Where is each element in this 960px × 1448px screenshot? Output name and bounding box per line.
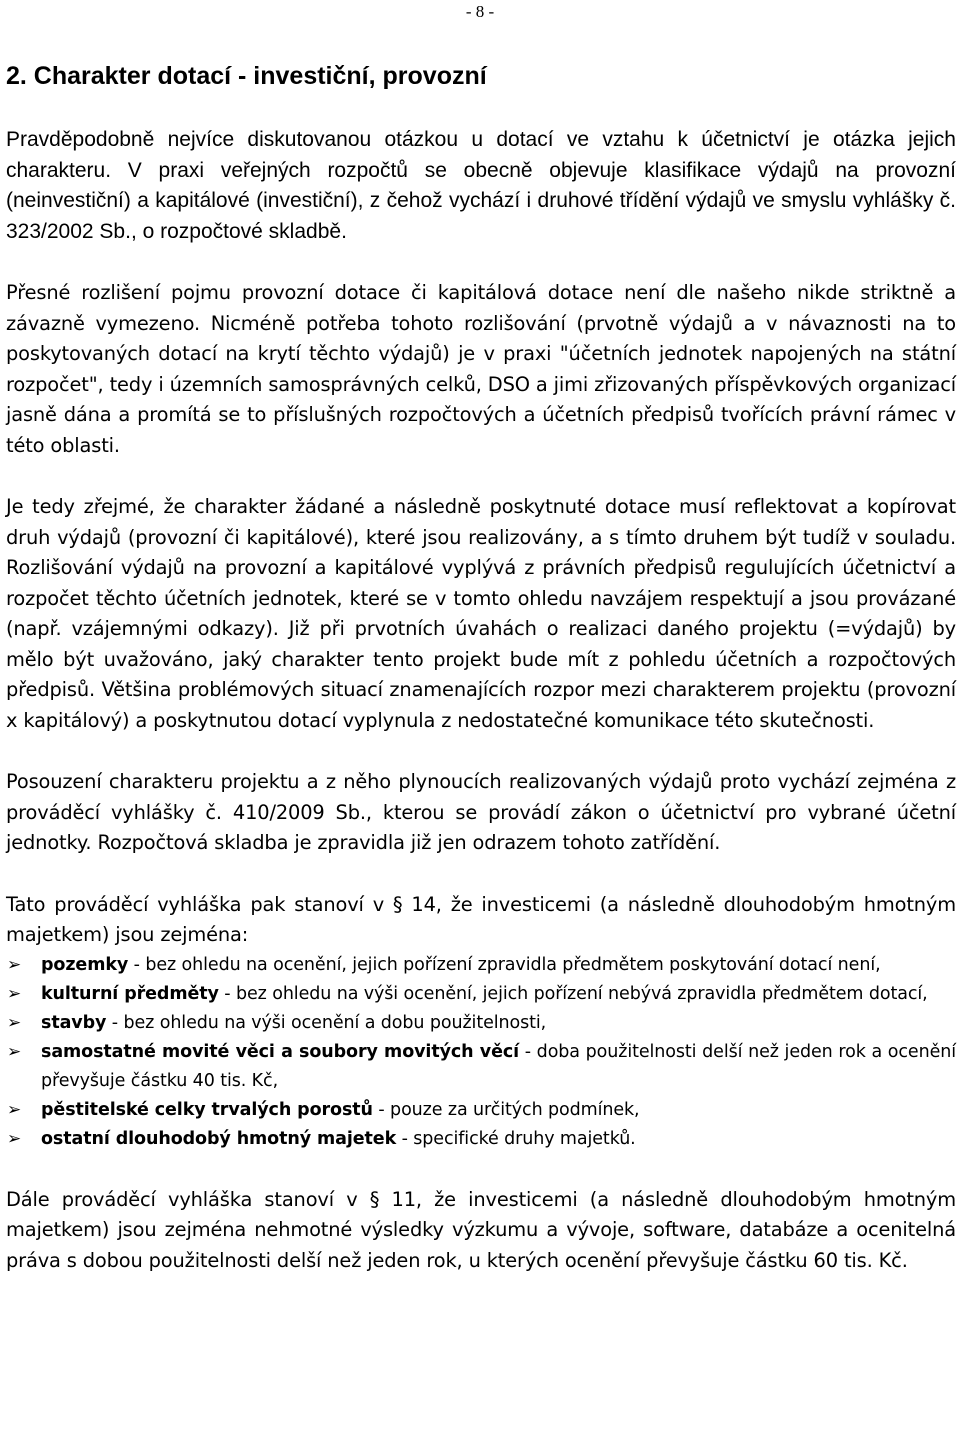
section-heading: 2. Charakter dotací - investiční, provozní bbox=[6, 62, 487, 90]
list-item-term: pěstitelské celky trvalých porostů bbox=[41, 1099, 373, 1120]
list-item-text: - pouze za určitých podmínek, bbox=[372, 1099, 640, 1120]
document-body bbox=[6, 60, 956, 1307]
arrow-bullet-icon: ➢ bbox=[7, 1041, 22, 1062]
list-item-term: kulturní předměty bbox=[41, 983, 219, 1004]
list-item-text: - bez ohledu na ocenění, jejich pořízení zpravidla předmětem poskytování dotací není, bbox=[128, 954, 881, 975]
list-item bbox=[6, 951, 956, 980]
list-item-text: - bez ohledu na výši ocenění a dobu použitelnosti, bbox=[106, 1012, 547, 1033]
arrow-bullet-icon: ➢ bbox=[7, 1099, 22, 1120]
paragraph-2: Přesné rozlišení pojmu provozní dotace či kapitálová dotace není dle našeho nikde striktně a závazně vymezeno. Nicméně potřeba tohoto rozlišování (prvotně výdajů a v návaznosti na to poskytovaných dotací na krytí těchto výdajů) je v praxi "účetních jednotek napojených na státní rozpočet", tedy i územních samosprávných celků, DSO a jimi zřizovaných příspěvkových organizací jasně dána a promítá se to příslušných rozpočtových a účetních předpisů tvořících právní rámec v této oblasti. bbox=[6, 281, 956, 457]
arrow-bullet-icon: ➢ bbox=[7, 1012, 22, 1033]
list-item-term: samostatné movité věci a soubory movitých věcí bbox=[41, 1041, 520, 1062]
paragraph-3: Je tedy zřejmé, že charakter žádané a následně poskytnuté dotace musí reflektovat a kopírovat druh výdajů (provozní či kapitálové), které jsou realizovány, a s tímto druhem být tudíž v souladu. Rozlišování výdajů na provozní a kapitálové vyplývá z právních předpisů regulujících účetnictví a rozpočet těchto účetních jednotek, které se v tomto ohledu navzájem respektují a jsou provázané (např. vzájemnými odkazy). Již při prvotních úvahách o realizaci daného projektu (=výdajů) by mělo být uvažováno, jaký charakter tento projekt bude mít z pohledu účetních a rozpočtových předpisů. Většina problémových situací znamenajících rozpor mezi charakterem projektu (provozní x kapitálový) a poskytnutou dotací vyplynula z nedostatečné komunikace této skutečnosti. bbox=[6, 495, 956, 732]
list-intro: Tato prováděcí vyhláška pak stanoví v § 14, že investicemi (a následně dlouhodobým hmotným majetkem) jsou zejména: bbox=[6, 892, 956, 946]
list-item bbox=[6, 980, 956, 1009]
paragraph-4: Posouzení charakteru projektu a z něho plynoucích realizovaných výdajů proto vychází zejména z prováděcí vyhlášky č. 410/2009 Sb., kterou se provádí zákon o účetnictví pro vybrané účetní jednotky. Rozpočtová skladba je zpravidla již jen odrazem tohoto zatřídění. bbox=[6, 770, 956, 854]
list-item bbox=[6, 1038, 956, 1096]
list-item-text: - doba použitelnosti delší než jeden rok a ocenění převyšuje částku 40 tis. Kč, bbox=[41, 1041, 956, 1091]
arrow-bullet-icon: ➢ bbox=[7, 954, 22, 975]
list-item-text: - specifické druhy majetků. bbox=[396, 1128, 636, 1149]
list-item bbox=[6, 1125, 956, 1154]
list-item-text: - bez ohledu na výši ocenění, jejich pořízení nebývá zpravidla předmětem dotací, bbox=[218, 983, 928, 1004]
list-item bbox=[6, 1096, 956, 1125]
page-number: - 8 - bbox=[465, 2, 495, 21]
closing-paragraph: Dále prováděcí vyhláška stanoví v § 11, že investicemi (a následně dlouhodobým hmotným majetkem) jsou zejména nehmotné výsledky výzkumu a vývoje, software, databáze a ocenitelná práva s dobou použitelnosti delší než jeden rok, u kterých ocenění převyšuje částku 60 tis. Kč. bbox=[6, 1187, 956, 1272]
investment-list bbox=[6, 951, 956, 1154]
list-item-term: pozemky bbox=[41, 954, 129, 975]
arrow-bullet-icon: ➢ bbox=[7, 1128, 22, 1149]
list-item-term: stavby bbox=[41, 1012, 107, 1033]
arrow-bullet-icon: ➢ bbox=[7, 983, 22, 1004]
paragraph-1: Pravděpodobně nejvíce diskutovanou otázkou u dotací ve vztahu k účetnictví je otázka jejich charakteru. V praxi veřejných rozpočtů se obecně objevuje klasifikace výdajů na provozní (neinvestiční) a kapitálové (investiční), z čehož vychází i druhové třídění výdajů ve smyslu vyhlášky č. 323/2002 Sb., o rozpočtové skladbě. bbox=[6, 128, 956, 243]
list-item-term: ostatní dlouhodobý hmotný majetek bbox=[41, 1128, 397, 1149]
list-item bbox=[6, 1009, 956, 1038]
